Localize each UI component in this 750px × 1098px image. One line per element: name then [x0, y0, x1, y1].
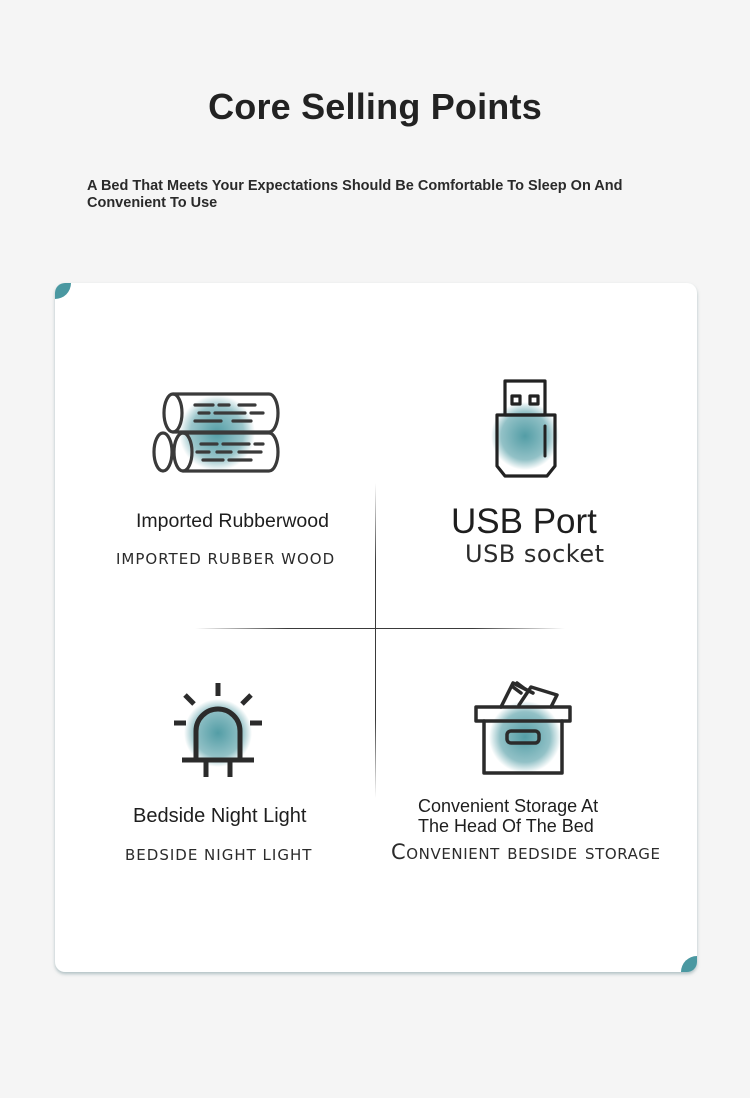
corner-accent-bottom-right	[681, 956, 697, 972]
feature-title-night-light: Bedside Night Light	[133, 805, 307, 827]
night-light-icon	[172, 679, 264, 779]
feature-title-rubberwood: Imported Rubberwood	[136, 510, 329, 532]
usb-icon	[487, 376, 565, 484]
feature-subtitle-rubberwood: IMPORTED RUBBER WOOD	[116, 550, 336, 568]
feature-title-usb: USB Port	[451, 502, 597, 541]
feature-title-storage: Convenient Storage At The Head Of The Bed	[418, 796, 599, 836]
vertical-divider	[375, 483, 376, 798]
features-card	[55, 283, 697, 972]
wood-logs-icon	[151, 391, 281, 475]
storage-box-icon	[473, 679, 577, 777]
page-subtitle: A Bed That Meets Your Expectations Should Be Comfortable To Sleep On And Convenient To Use	[87, 178, 623, 211]
corner-accent-top-left	[55, 283, 71, 299]
feature-subtitle-night-light: BEDSIDE NIGHT LIGHT	[125, 846, 313, 864]
feature-subtitle-storage: Convenient bedside storage	[391, 840, 661, 864]
feature-subtitle-usb: USB socket	[465, 540, 605, 568]
page-title: Core Selling Points	[208, 86, 542, 127]
horizontal-divider	[195, 628, 565, 629]
